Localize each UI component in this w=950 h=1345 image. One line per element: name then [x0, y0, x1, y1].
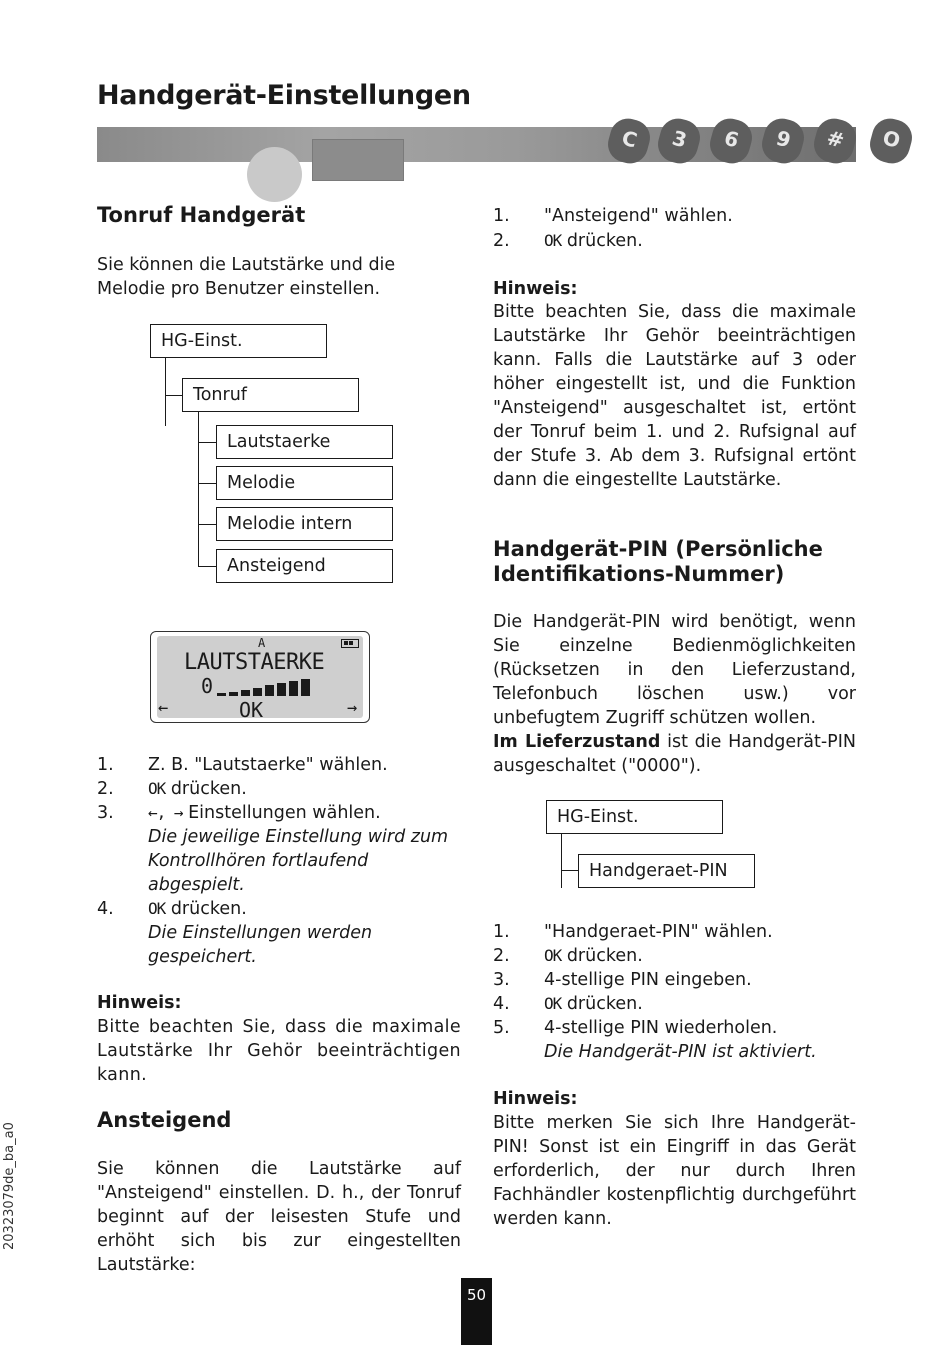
volume-bar [289, 681, 298, 696]
display-line1: LAUTSTAERKE [184, 650, 325, 675]
menu-root: HG-Einst. [546, 800, 723, 834]
battery-icon [341, 639, 359, 648]
tree-line [561, 870, 578, 871]
volume-bar [301, 679, 310, 696]
softkey-right-arrow-icon: → [347, 698, 358, 718]
volume-bar [229, 692, 238, 696]
tree-line [165, 395, 182, 396]
menu-item-melodie: Melodie [216, 466, 393, 500]
pin-intro: Die Handgerät-PIN wird benötigt, wenn Sie einzelne Bedienmöglichkeiten (Rücksetzen in den Lieferzustand, Telefonbuch löschen usw.) vor unbefugtem Zugriff schützen wollen. [493, 612, 856, 728]
tree-line [198, 524, 216, 525]
arrow-keys-icon: ←, → [148, 803, 183, 822]
ok-key-icon: OK [544, 231, 562, 250]
step-4-detail: Die Einstellungen werden [148, 923, 373, 943]
banner-key-3: 3 [654, 115, 704, 168]
softkey-left-arrow-icon: ← [158, 698, 169, 718]
handset-display [150, 631, 370, 723]
section-title-pin-line1: Handgerät-PIN (Persönliche [493, 537, 823, 561]
note-text: Bitte merken Sie sich Ihre Handgerät-PIN! Sonst ist ein Eingriff in das Gerät erforderlich, der nur durch Ihren Fachhändler kostenpflichtig durchgeführt werden kann. [493, 1113, 856, 1229]
display-line2: 0 [201, 674, 214, 698]
banner-key-6: 6 [706, 115, 756, 168]
volume-bar [241, 690, 250, 696]
banner-key-hash: # [810, 115, 860, 168]
banner-panel-shape [312, 139, 404, 181]
banner-button-shape [247, 147, 302, 202]
volume-bar [217, 693, 226, 696]
note-text: Bitte beachten Sie, dass die maximale Lautstärke Ihr Gehör beeinträchtigen kann. Falls die Lautstärke auf 3 oder höher eingestellt ist, und die Funktion "Ansteigend" ausgeschaltet ist, ertönt der Tonruf beim 1. und 2. Rufsignal auf der Stufe 3. Ab dem 3. Rufsignal ertönt dann die eingestellte Lautstärke. [493, 302, 856, 490]
tree-line [198, 566, 216, 567]
step-3-detail: abgespielt. [148, 875, 245, 895]
document-code: 20323079de_ba_a0 [2, 1122, 17, 1250]
step-3-detail: Kontrollhören fortlaufend [148, 851, 369, 871]
ok-key-icon: OK [544, 994, 562, 1013]
volume-bar [253, 688, 262, 696]
page-number: 50 [461, 1278, 492, 1345]
ok-key-icon: OK [148, 899, 166, 918]
page-title: Handgerät-Einstellungen [97, 80, 471, 111]
tree-line [198, 483, 216, 484]
display-indicator: A [258, 636, 266, 650]
tree-line [165, 358, 166, 426]
menu-item-handgeraet-pin: Handgeraet-PIN [578, 854, 755, 888]
ok-key-icon: OK [148, 779, 166, 798]
header-banner-image [97, 125, 903, 162]
menu-item-lautstaerke: Lautstaerke [216, 425, 393, 459]
section-title-ansteigend: Ansteigend [97, 1108, 232, 1132]
tonruf-intro: Sie können die Lautstärke und die Melodie pro Benutzer einstellen. [97, 255, 396, 299]
banner-key-o: O [866, 115, 916, 168]
volume-bar [277, 683, 286, 696]
tree-line [198, 442, 216, 443]
step-3-detail: Die jeweilige Einstellung wird zum [148, 827, 449, 847]
step-4-detail: gespeichert. [148, 947, 257, 967]
pin-default: Im Lieferzustand ist die Handgerät-PIN ausgeschaltet ("0000"). [493, 732, 856, 776]
section-title-tonruf: Tonruf Handgerät [97, 203, 306, 227]
note-title: Hinweis: [493, 279, 578, 299]
step-5-detail: Die Handgerät-PIN ist aktiviert. [544, 1042, 817, 1062]
note-title: Hinweis: [493, 1089, 578, 1109]
tree-line [561, 834, 562, 888]
menu-level1: Tonruf [182, 378, 359, 412]
banner-key-c: C [604, 115, 654, 168]
volume-bar [265, 685, 274, 696]
softkey-ok: OK [239, 698, 264, 722]
menu-item-ansteigend: Ansteigend [216, 549, 393, 583]
banner-key-9: 9 [758, 115, 808, 168]
note-text: Bitte beachten Sie, dass die maximale Lautstärke Ihr Gehör beeinträchtigen kann. [97, 1017, 461, 1085]
ansteigend-text: Sie können die Lautstärke auf "Ansteigend" einstellen. D. h., der Tonruf beginnt auf der leisesten Stufe und erhöht sich bis zur eingestellten Lautstärke: [97, 1159, 461, 1275]
menu-item-melodie-intern: Melodie intern [216, 507, 393, 541]
menu-root: HG-Einst. [150, 324, 327, 358]
display-screen [157, 636, 363, 722]
ok-key-icon: OK [544, 946, 562, 965]
note-title: Hinweis: [97, 993, 182, 1013]
tree-line [198, 412, 199, 567]
section-title-pin-line2: Identifikations-Nummer) [493, 562, 785, 586]
